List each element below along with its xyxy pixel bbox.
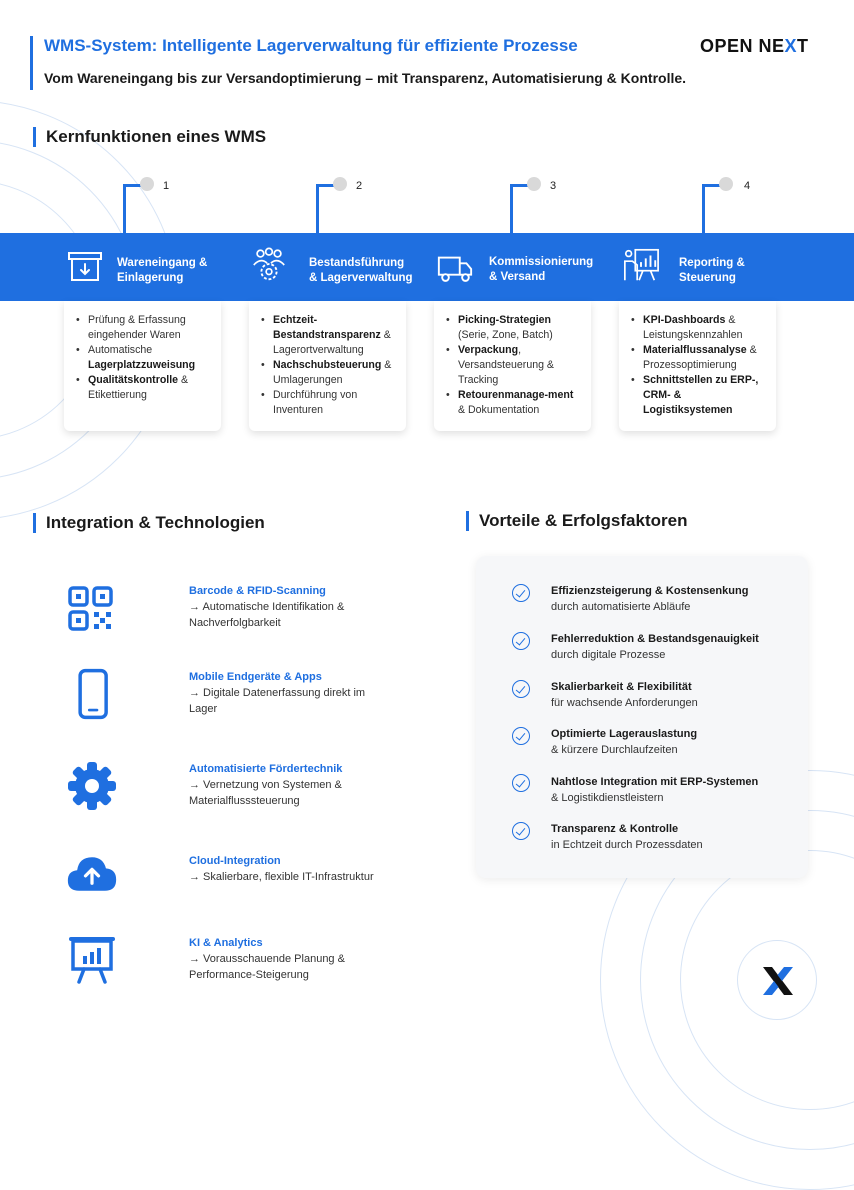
benefit-title [551, 633, 759, 645]
integration-desc: → Digitale Datenerfassung direkt im Lager [189, 687, 366, 715]
integration-title: Cloud-Integration [189, 855, 281, 867]
step-label-3 [489, 255, 593, 285]
step-card-1 [64, 301, 221, 431]
page-subtitle: Vom Wareneingang bis zur Versandoptimierung – mit Transparenz, Automatisierung & Kontrolle. [44, 70, 687, 86]
inbox-download-icon [66, 248, 104, 286]
header-accent-bar [30, 36, 33, 90]
bullet-bold-text: Materialflussanalyse [643, 344, 747, 356]
step-label-1 [117, 256, 207, 286]
truck-icon [436, 250, 474, 288]
benefit-bold: Skalierbarkeit & Flexibilität [551, 681, 692, 693]
integration-desc: → Vorausschauende Planung & Performance-Steigerung [189, 953, 345, 981]
card-bullet-item [446, 388, 581, 418]
bullet-text: Durchführung von Inventuren [273, 389, 358, 416]
brand-logo [700, 36, 809, 57]
bullet-bold-text: Nachschubsteuerung [273, 359, 382, 371]
page-title: WMS-System: Intelligente Lagerverwaltung für effiziente Prozesse [44, 36, 578, 55]
integration-title: Automatisierte Fördertechnik [189, 763, 343, 775]
benefit-title [551, 823, 678, 835]
card-bullet-item [261, 358, 396, 388]
bullet-bold-text: KPI-Dashboards [643, 314, 726, 326]
bullet-text: , Versandsteuerung & Tracking [458, 344, 555, 386]
logo-x: X [784, 36, 798, 56]
bullet-text: & Prozessoptimierung [643, 344, 757, 371]
step-card-2 [249, 301, 406, 431]
benefit-desc: & kürzere Durchlaufzeiten [551, 744, 678, 756]
bullet-bold-text: Verpackung [458, 344, 519, 356]
benefit-bold: Effizienzsteigerung & Kostensenkung [551, 585, 749, 597]
card-bullet-item [446, 313, 581, 343]
benefit-desc: durch digitale Prozesse [551, 649, 666, 661]
bullet-bold-text: Lagerplatzzuweisung [88, 359, 196, 371]
benefit-desc: & Logistikdienstleistern [551, 792, 664, 804]
check-circle-icon [512, 727, 530, 745]
benefit-desc: in Echtzeit durch Prozessdaten [551, 839, 703, 851]
analytics-board-icon [66, 934, 118, 986]
card-bullet-item [631, 313, 766, 343]
step-label-line: & Lagerverwaltung [309, 272, 413, 284]
brand-x-icon [760, 963, 796, 999]
step-label-line: Reporting & [679, 257, 745, 269]
step-dot [527, 177, 541, 191]
step-dot [719, 177, 733, 191]
integration-desc: → Skalierbare, flexible IT-Infrastruktur [189, 871, 374, 883]
step-card-4 [619, 301, 776, 431]
step-label-line: Bestandsführung [309, 257, 405, 269]
bullet-text: Automatische [88, 344, 153, 356]
benefit-bold: Fehlerreduktion & Bestandsgenauigkeit [551, 633, 759, 645]
benefit-desc: durch automatisierte Abläufe [551, 601, 691, 613]
bullet-bold-text: Schnittstellen zu ERP-, CRM- & Logistiksystemen [643, 374, 759, 416]
gear-icon [66, 760, 118, 812]
step-label-line: Kommissionierung [489, 256, 594, 268]
card-bullet-item [76, 313, 211, 343]
check-circle-icon [512, 584, 530, 602]
card-bullet-item [76, 343, 211, 373]
team-gear-icon [250, 246, 288, 284]
check-circle-icon [512, 632, 530, 650]
bullet-text: & Dokumentation [458, 404, 540, 416]
bullet-bold-text: Picking-Strategien [458, 314, 552, 326]
logo-text: OPEN NE [700, 36, 785, 56]
benefit-rest: mit ERP-Systemen [657, 776, 759, 788]
step-number: 1 [163, 180, 170, 192]
integration-title: Barcode & RFID-Scanning [189, 585, 326, 597]
step-label-4 [679, 256, 745, 286]
step-number: 4 [744, 180, 751, 192]
qr-code-icon [66, 584, 118, 636]
step-dot [140, 177, 154, 191]
bullet-text: & Umlagerungen [273, 359, 392, 386]
section-title-integration: Integration & Technologien [33, 513, 265, 533]
step-label-line: Steuerung [679, 272, 736, 284]
benefit-title [551, 681, 692, 693]
benefit-title [551, 585, 748, 597]
cloud-upload-icon [66, 848, 118, 900]
benefit-bold: Transparenz & Kontrolle [551, 823, 679, 835]
smartphone-icon [68, 668, 120, 720]
benefit-title [551, 728, 697, 740]
bullet-text: (Serie, Zone, Batch) [458, 329, 553, 341]
benefit-title [551, 776, 758, 788]
step-dot [333, 177, 347, 191]
step-number: 2 [356, 180, 363, 192]
brand-x-badge [737, 940, 817, 1020]
presentation-chart-icon [622, 246, 660, 284]
check-circle-icon [512, 774, 530, 792]
integration-title: Mobile Endgeräte & Apps [189, 671, 322, 683]
integration-desc: → Vernetzung von Systemen & Materialflusssteuerung [189, 779, 342, 807]
card-bullet-item [76, 373, 211, 403]
bullet-text: & Leistungskennzahlen [643, 314, 743, 341]
step-label-line: & Versand [489, 271, 546, 283]
card-bullet-item [631, 373, 766, 418]
card-bullet-item [261, 388, 396, 418]
card-bullet-item [631, 343, 766, 373]
step-card-3 [434, 301, 591, 431]
step-number: 3 [550, 180, 557, 192]
card-bullet-item [446, 343, 581, 388]
check-circle-icon [512, 822, 530, 840]
bullet-bold-text: Echtzeit-Bestandstransparenz [273, 314, 381, 341]
benefit-bold: Nahtlose Integration [551, 776, 658, 788]
section-title-core: Kernfunktionen eines WMS [33, 127, 266, 147]
benefit-desc: für wachsende Anforderungen [551, 697, 698, 709]
step-label-2 [309, 256, 413, 286]
logo-text-end: T [797, 36, 809, 56]
card-bullet-item [261, 313, 396, 358]
check-circle-icon [512, 680, 530, 698]
bullet-bold-text: Retourenmanage-ment [458, 389, 574, 401]
bullet-text: & Etikettierung [88, 374, 189, 401]
step-label-line: Wareneingang & [117, 257, 208, 269]
section-title-benefits: Vorteile & Erfolgsfaktoren [466, 511, 687, 531]
step-label-line: Einlagerung [117, 272, 184, 284]
bullet-bold-text: Qualitätskontrolle [88, 374, 179, 386]
integration-desc: → Automatische Identifikation & Nachverfolgbarkeit [189, 601, 345, 629]
integration-title: KI & Analytics [189, 937, 263, 949]
bullet-text: Prüfung & Erfassung eingehender Waren [88, 314, 186, 341]
benefit-bold: Optimierte Lagerauslastung [551, 728, 698, 740]
bullet-text: & Lagerortverwaltung [273, 329, 391, 356]
